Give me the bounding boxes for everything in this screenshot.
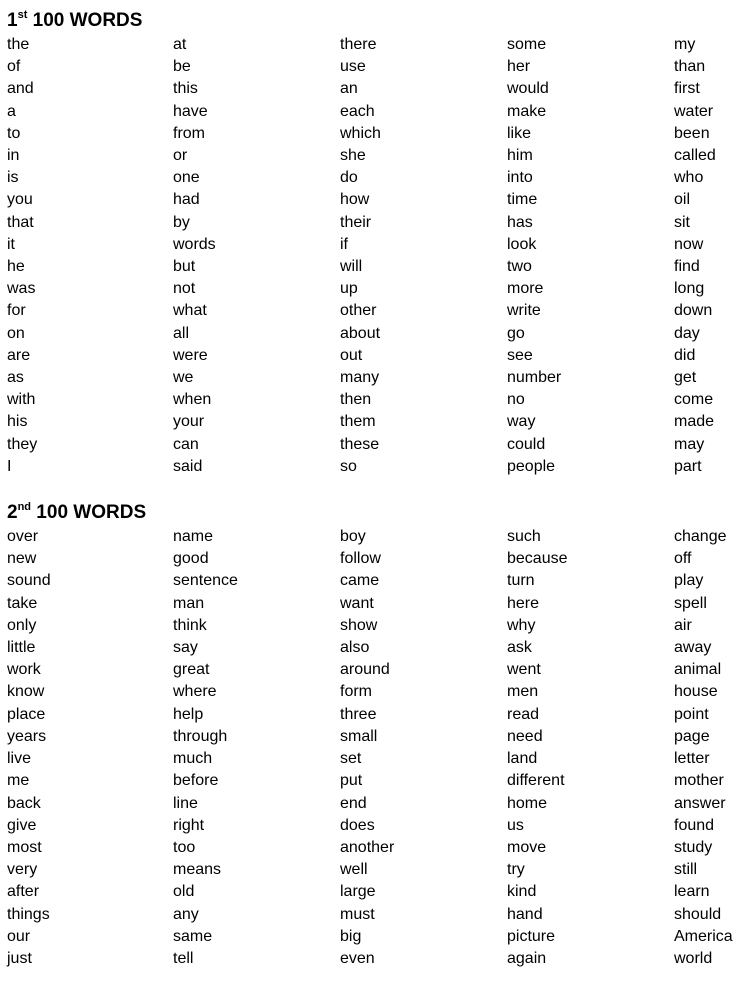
- word-cell: air: [674, 616, 692, 634]
- word-cell: here: [507, 594, 540, 612]
- word-cell: to: [7, 124, 21, 142]
- word-cell: if: [340, 235, 348, 253]
- word-cell: or: [173, 147, 188, 165]
- word-cell: follow: [340, 550, 381, 568]
- word-cell: his: [7, 413, 28, 431]
- word-cell: study: [674, 838, 713, 856]
- word-cell: why: [507, 616, 536, 634]
- word-cell: two: [507, 258, 532, 276]
- word-cell: through: [173, 727, 228, 745]
- word-cell: in: [7, 147, 20, 165]
- word-cell: land: [507, 750, 538, 768]
- word-row: [7, 793, 743, 815]
- word-cell: down: [674, 302, 713, 320]
- word-cell: your: [173, 413, 205, 431]
- word-cell: this: [173, 80, 198, 98]
- word-cell: sit: [674, 213, 690, 231]
- word-cell: the: [7, 36, 30, 53]
- word-cell: off: [674, 550, 692, 568]
- word-cell: point: [674, 705, 709, 723]
- word-cell: find: [674, 258, 700, 276]
- word-cell: from: [173, 124, 205, 142]
- word-cell: her: [507, 58, 531, 76]
- word-cell: and: [7, 80, 34, 98]
- word-cell: sound: [7, 572, 51, 590]
- word-cell: could: [507, 435, 546, 453]
- word-cell: three: [340, 705, 377, 723]
- word-cell: man: [173, 594, 205, 612]
- word-cell: know: [7, 683, 45, 701]
- word-row: [7, 145, 743, 167]
- word-cell: their: [340, 213, 372, 231]
- title-text: 100 WORDS: [31, 502, 147, 524]
- word-cell: show: [340, 616, 378, 634]
- word-row: [7, 681, 743, 703]
- word-cell: home: [507, 794, 548, 812]
- word-cell: too: [173, 838, 196, 856]
- section-title: [7, 502, 743, 524]
- word-cell: letter: [674, 750, 710, 768]
- word-cell: want: [340, 594, 374, 612]
- word-cell: America: [674, 927, 733, 945]
- word-cell: spell: [674, 594, 707, 612]
- word-row: [7, 748, 743, 770]
- word-row: [7, 904, 743, 926]
- word-cell: first: [674, 80, 700, 98]
- word-cell: now: [674, 235, 704, 253]
- word-row: [7, 726, 743, 748]
- word-cell: came: [340, 572, 380, 590]
- word-cell: out: [340, 346, 363, 364]
- word-cell: have: [173, 102, 208, 120]
- word-cell: years: [7, 727, 47, 745]
- word-row: [7, 411, 743, 433]
- word-cell: name: [173, 528, 214, 546]
- word-cell: time: [507, 191, 538, 209]
- title-ordinal-suffix: nd: [17, 500, 32, 513]
- word-cell: with: [7, 391, 36, 409]
- word-cell: learn: [674, 883, 710, 901]
- word-cell: means: [173, 861, 222, 879]
- word-row: [7, 570, 743, 592]
- word-cell: take: [7, 594, 38, 612]
- word-cell: as: [7, 369, 24, 387]
- word-cell: put: [340, 772, 363, 790]
- word-row: [7, 704, 743, 726]
- title-number: 1: [7, 10, 18, 31]
- word-cell: also: [340, 639, 370, 657]
- word-cell: when: [173, 391, 212, 409]
- word-cell: tell: [173, 949, 194, 967]
- word-cell: water: [674, 102, 714, 120]
- word-cell: which: [340, 124, 381, 142]
- word-row: [7, 34, 743, 56]
- section-title: [7, 10, 743, 32]
- word-cell: away: [674, 639, 712, 657]
- word-cell: him: [507, 147, 533, 165]
- word-cell: need: [507, 727, 543, 745]
- word-row: [7, 881, 743, 903]
- word-row: [7, 815, 743, 837]
- word-cell: form: [340, 683, 372, 701]
- word-cell: does: [340, 816, 375, 834]
- word-cell: kind: [507, 883, 537, 901]
- word-cell: more: [507, 280, 544, 298]
- word-cell: hand: [507, 905, 543, 923]
- word-cell: at: [173, 36, 187, 53]
- word-cell: who: [674, 169, 704, 187]
- word-cell: turn: [507, 572, 535, 590]
- word-cell: day: [674, 324, 700, 342]
- word-cell: went: [507, 661, 541, 679]
- word-cell: see: [507, 346, 533, 364]
- word-cell: live: [7, 750, 32, 768]
- word-cell: even: [340, 949, 375, 967]
- word-cell: great: [173, 661, 210, 679]
- word-row: [7, 948, 743, 970]
- word-cell: people: [507, 457, 556, 475]
- word-cell: may: [674, 435, 705, 453]
- word-cell: boy: [340, 528, 366, 546]
- word-cell: play: [674, 572, 704, 590]
- word-row: [7, 637, 743, 659]
- word-cell: like: [507, 124, 532, 142]
- word-cell: another: [340, 838, 395, 856]
- word-cell: animal: [674, 661, 722, 679]
- word-cell: say: [173, 639, 198, 657]
- word-cell: set: [340, 750, 362, 768]
- word-cell: page: [674, 727, 710, 745]
- word-cell: some: [507, 36, 547, 53]
- word-cell: has: [507, 213, 533, 231]
- word-cell: ask: [507, 639, 532, 657]
- word-cell: way: [507, 413, 536, 431]
- word-cell: we: [173, 369, 194, 387]
- word-row: [7, 859, 743, 881]
- word-row: [7, 345, 743, 367]
- word-list-page: [0, 10, 743, 996]
- word-row: [7, 189, 743, 211]
- word-row: [7, 659, 743, 681]
- word-cell: around: [340, 661, 390, 679]
- word-row: [7, 593, 743, 615]
- word-cell: did: [674, 346, 696, 364]
- word-cell: I: [7, 457, 12, 475]
- word-cell: things: [7, 905, 50, 923]
- title-number: 2: [7, 502, 18, 524]
- word-cell: called: [674, 147, 716, 165]
- word-cell: house: [674, 683, 718, 701]
- word-row: [7, 278, 743, 300]
- word-cell: been: [674, 124, 710, 142]
- word-cell: any: [173, 905, 199, 923]
- word-cell: before: [173, 772, 219, 790]
- word-cell: what: [173, 302, 207, 320]
- word-cell: still: [674, 861, 698, 879]
- word-cell: not: [173, 280, 196, 298]
- word-row: [7, 389, 743, 411]
- word-cell: place: [7, 705, 46, 723]
- word-cell: make: [507, 102, 547, 120]
- word-cell: words: [173, 235, 216, 253]
- word-cell: us: [507, 816, 524, 834]
- word-cell: me: [7, 772, 30, 790]
- word-row: [7, 212, 743, 234]
- word-row: [7, 770, 743, 792]
- word-cell: all: [173, 324, 190, 342]
- word-cell: again: [507, 949, 547, 967]
- word-cell: be: [173, 58, 191, 76]
- word-row: [7, 123, 743, 145]
- word-cell: a: [7, 102, 16, 120]
- word-cell: must: [340, 905, 375, 923]
- word-table: [7, 34, 743, 478]
- word-cell: should: [674, 905, 722, 923]
- word-cell: would: [507, 80, 549, 98]
- word-row: [7, 456, 743, 478]
- word-cell: was: [7, 280, 36, 298]
- word-cell: answer: [674, 794, 726, 812]
- word-cell: because: [507, 550, 568, 568]
- word-cell: said: [173, 457, 203, 475]
- word-cell: he: [7, 258, 25, 276]
- word-cell: back: [7, 794, 41, 812]
- word-cell: made: [674, 413, 715, 431]
- word-cell: our: [7, 927, 31, 945]
- word-cell: men: [507, 683, 539, 701]
- word-row: [7, 56, 743, 78]
- word-cell: change: [674, 528, 727, 546]
- word-cell: one: [173, 169, 200, 187]
- word-cell: than: [674, 58, 706, 76]
- word-cell: world: [674, 949, 713, 967]
- word-cell: end: [340, 794, 367, 812]
- word-cell: after: [7, 883, 40, 901]
- word-cell: by: [173, 213, 190, 231]
- word-cell: on: [7, 324, 25, 342]
- word-cell: picture: [507, 927, 556, 945]
- word-cell: line: [173, 794, 198, 812]
- word-row: [7, 615, 743, 637]
- word-cell: found: [674, 816, 715, 834]
- word-cell: up: [340, 280, 358, 298]
- word-cell: work: [7, 661, 41, 679]
- word-cell: think: [173, 616, 207, 634]
- word-row: [7, 300, 743, 322]
- word-row: [7, 256, 743, 278]
- word-row: [7, 78, 743, 100]
- word-cell: good: [173, 550, 209, 568]
- word-cell: big: [340, 927, 362, 945]
- word-cell: sentence: [173, 572, 238, 590]
- word-cell: old: [173, 883, 195, 901]
- word-cell: just: [7, 949, 32, 967]
- word-cell: do: [340, 169, 358, 187]
- word-cell: come: [674, 391, 714, 409]
- word-cell: mother: [674, 772, 724, 790]
- word-cell: were: [173, 346, 208, 364]
- word-cell: oil: [674, 191, 691, 209]
- word-row: [7, 323, 743, 345]
- word-cell: other: [340, 302, 377, 320]
- word-cell: no: [507, 391, 525, 409]
- word-cell: then: [340, 391, 372, 409]
- word-cell: are: [7, 346, 31, 364]
- word-cell: part: [674, 457, 702, 475]
- word-cell: long: [674, 280, 705, 298]
- word-cell: she: [340, 147, 366, 165]
- word-cell: but: [173, 258, 196, 276]
- word-cell: most: [7, 838, 42, 856]
- word-row: [7, 526, 743, 548]
- word-cell: where: [173, 683, 217, 701]
- word-cell: of: [7, 58, 21, 76]
- word-cell: same: [173, 927, 213, 945]
- word-cell: how: [340, 191, 370, 209]
- word-row: [7, 367, 743, 389]
- word-cell: try: [507, 861, 525, 879]
- word-cell: an: [340, 80, 358, 98]
- word-cell: help: [173, 705, 204, 723]
- word-cell: is: [7, 169, 19, 187]
- word-cell: into: [507, 169, 533, 187]
- word-table: [7, 526, 743, 970]
- first-100-words-section: [7, 10, 743, 478]
- word-cell: that: [7, 213, 34, 231]
- word-cell: large: [340, 883, 376, 901]
- word-row: [7, 234, 743, 256]
- word-cell: you: [7, 191, 33, 209]
- word-cell: use: [340, 58, 366, 76]
- word-cell: go: [507, 324, 525, 342]
- word-cell: only: [7, 616, 37, 634]
- word-cell: much: [173, 750, 213, 768]
- word-cell: there: [340, 36, 377, 53]
- word-cell: can: [173, 435, 199, 453]
- word-cell: for: [7, 302, 26, 320]
- word-cell: small: [340, 727, 378, 745]
- word-cell: these: [340, 435, 380, 453]
- word-cell: my: [674, 36, 696, 53]
- second-100-words-section: [7, 502, 743, 970]
- word-cell: them: [340, 413, 376, 431]
- word-cell: give: [7, 816, 37, 834]
- word-cell: it: [7, 235, 15, 253]
- word-cell: they: [7, 435, 38, 453]
- word-cell: different: [507, 772, 565, 790]
- word-cell: move: [507, 838, 547, 856]
- word-cell: write: [507, 302, 541, 320]
- word-cell: will: [340, 258, 363, 276]
- word-cell: very: [7, 861, 38, 879]
- word-cell: so: [340, 457, 357, 475]
- word-cell: over: [7, 528, 39, 546]
- word-cell: get: [674, 369, 697, 387]
- word-cell: look: [507, 235, 537, 253]
- word-cell: each: [340, 102, 375, 120]
- word-cell: read: [507, 705, 540, 723]
- word-cell: right: [173, 816, 205, 834]
- word-row: [7, 926, 743, 948]
- word-row: [7, 167, 743, 189]
- word-cell: well: [340, 861, 368, 879]
- word-cell: little: [7, 639, 36, 657]
- word-row: [7, 434, 743, 456]
- word-cell: such: [507, 528, 541, 546]
- word-cell: new: [7, 550, 37, 568]
- title-ordinal-suffix: st: [17, 8, 28, 21]
- word-cell: about: [340, 324, 381, 342]
- word-row: [7, 548, 743, 570]
- title-text: 100 WORDS: [27, 10, 143, 31]
- word-cell: had: [173, 191, 200, 209]
- word-row: [7, 101, 743, 123]
- word-cell: many: [340, 369, 380, 387]
- word-cell: number: [507, 369, 562, 387]
- word-row: [7, 837, 743, 859]
